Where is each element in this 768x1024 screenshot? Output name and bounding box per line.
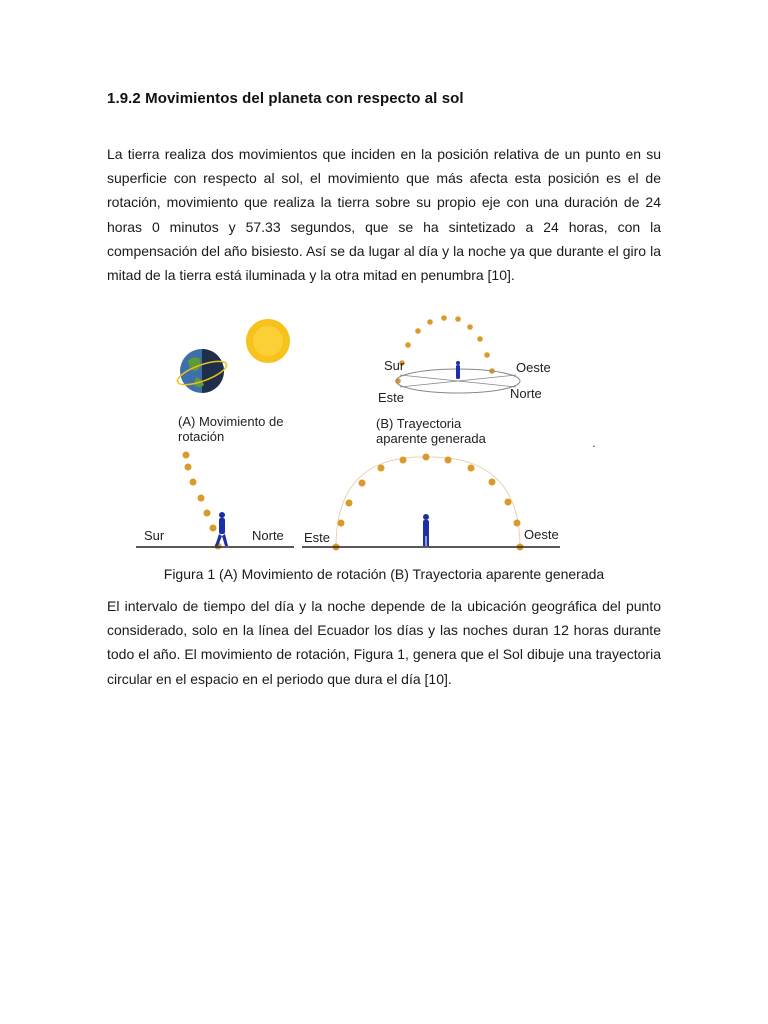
person-icon-b (423, 514, 429, 546)
panel-a-left-label: Sur (144, 528, 165, 543)
dome-este-label: Este (378, 390, 405, 405)
figure-1 (130, 305, 610, 557)
panel-b-left-label: Este (304, 530, 331, 545)
figure-caption: Figura 1 (A) Movimiento de rotación (B) Trayectoria aparente generada (163, 566, 605, 582)
panel-a-label-1: (A) Movimiento de (178, 414, 284, 429)
panel-b-label-2: aparente generada (376, 431, 486, 446)
figure-illustration (130, 305, 610, 557)
sun-glow (253, 326, 283, 356)
dome-sur-label: Sur (384, 358, 405, 373)
earth-icon (175, 349, 229, 393)
paragraph-rotation: La tierra realiza dos movimientos que inciden en la posición relativa de un punto en su superficie con respecto al sol, el movimiento que más afecta esta posición es el de rotación, movimiento que realiza la tierra sobre su propio eje con una duración de 24 horas 0 minutos y 57.33 segundos, que se ha sintetizado a 24 horas, con la compensación del año bisiesto. Así se da lugar al día y la noche ya que durante el giro la mitad de la tierra está iluminada y la otra mitad en penumbra [10]. (107, 146, 661, 284)
dome-oeste-label: Oeste (516, 360, 551, 375)
stray-mark: . (592, 435, 596, 450)
panel-b-label-1: (B) Trayectoria (376, 416, 462, 431)
panel-b-right-label: Oeste (524, 527, 559, 542)
panel-a-right-label: Norte (252, 528, 284, 543)
rotation-path-dots (183, 452, 222, 550)
section-heading: 1.9.2 Movimientos del planeta con respecto al sol (107, 90, 464, 107)
person-icon-a (215, 512, 228, 546)
panel-a-label-2: rotación (178, 429, 225, 444)
dome-norte-label: Norte (510, 386, 542, 401)
paragraph-interval: El intervalo de tiempo del día y la noche depende de la ubicación geográfica del punto considerado, solo en la línea del Ecuador los días y las noches duran 12 horas durante todo el año. El movimiento de rotación, Figura 1, genera que el Sol dibuje una trayectoria circular en el espacio en el periodo que dura el día [10]. (107, 598, 661, 687)
person-icon-small (456, 361, 460, 379)
